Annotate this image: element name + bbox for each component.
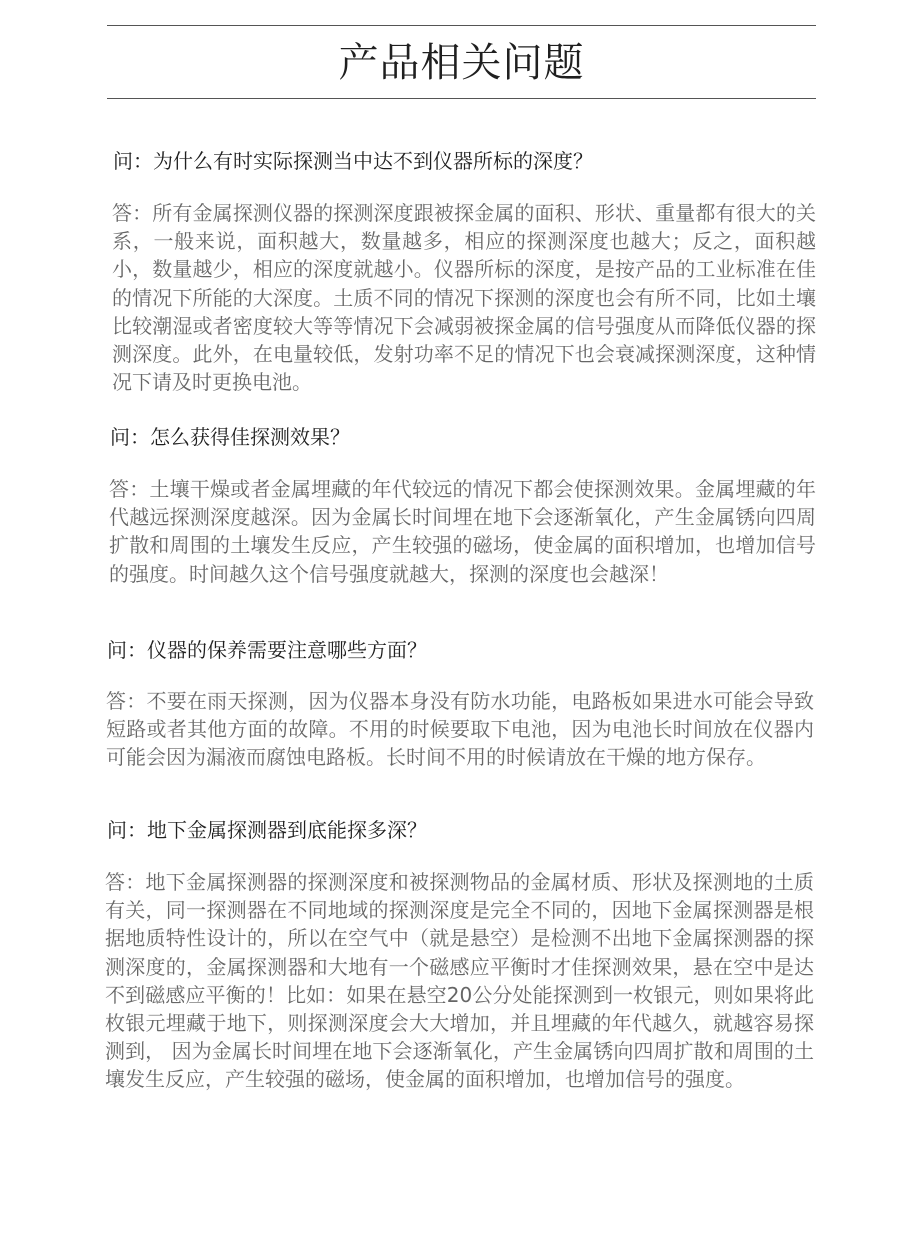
faq-answer-4: 答：地下金属探测器的探测深度和被探测物品的金属材质、形状及探测地的土质有关，同一探测器在不同地域的探测深度是完全不同的，因地下金属探测器是根据地质特性设计的，所以在空气中（就是悬空）是检测不出地下金属探测器的探测深度的，金属探测器和大地有一个磁感应平衡时才佳探测效果，悬在空中是达不到磁感应平衡的！比如：如果在悬空20公分处能探测到一枚银元，则如果将此枚银元埋藏于地下，则探测深度会大大增加，并且埋藏的年代越久，就越容易探测到， 因为金属长时间埋在地下会逐渐氧化，产生金属锈向四周扩散和周围的土壤发生反应，产生较强的磁场，使金属的面积增加，也增加信号的强度。 (105, 870, 814, 1092)
faq-question-3: 问：仪器的保养需要注意哪些方面？ (107, 638, 427, 662)
faq-answer-2: 答：土壤干燥或者金属埋藏的年代较远的情况下都会使探测效果。金属埋藏的年代越远探测深度越深。因为金属长时间埋在地下会逐渐氧化，产生金属锈向四周扩散和周围的土壤发生反应，产生较强的磁场，使金属的面积增加，也增加信号的强度。时间越久这个信号强度就越大，探测的深度也会越深！ (109, 477, 816, 586)
faq-answer-3: 答：不要在雨天探测，因为仪器本身没有防水功能，电路板如果进水可能会导致短路或者其他方面的故障。不用的时候要取下电池，因为电池长时间放在仪器内可能会因为漏液而腐蚀电路板。长时间不用的时候请放在干燥的地方保存。 (106, 689, 814, 770)
faq-question-4: 问：地下金属探测器到底能探多深？ (107, 818, 427, 842)
faq-answer-1: 答：所有金属探测仪器的探测深度跟被探金属的面积、形状、重量都有很大的关系，一般来说，面积越大，数量越多，相应的探测深度也越大；反之，面积越小，数量越少，相应的深度就越小。仪器所标的深度，是按产品的工业标准在佳的情况下所能的大深度。土质不同的情况下探测的深度也会有所不同，比如土壤比较潮湿或者密度较大等等情况下会减弱被探金属的信号强度从而降低仪器的探测深度。此外，在电量较低，发射功率不足的情况下也会衰减探测深度，这种情况下请及时更换电池。 (112, 201, 816, 395)
page-title: 产品相关问题 (338, 40, 585, 86)
faq-question-2: 问：怎么获得佳探测效果？ (110, 425, 350, 449)
faq-question-1: 问：为什么有时实际探测当中达不到仪器所标的深度？ (113, 149, 593, 173)
